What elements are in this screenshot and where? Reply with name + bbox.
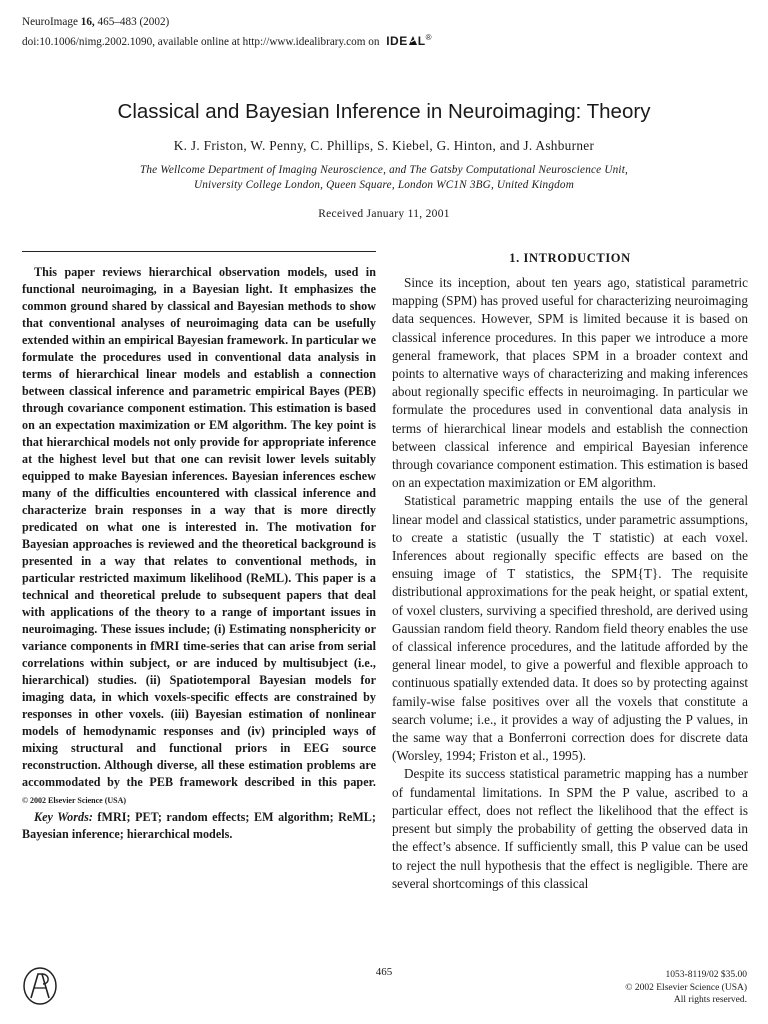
- received-date: Received January 11, 2001: [318, 208, 450, 220]
- journal-name: NeuroImage: [22, 16, 78, 28]
- paper-title: Classical and Bayesian Inference in Neuroimaging: Theory: [117, 100, 651, 123]
- abstract-body: This paper reviews hierarchical observation models, used in functional neuroimaging, in a Bayesian light. It emphasizes the common ground shared by classical and Bayesian methods to show that conventional analyses of neuroimaging data can be usefully extended within an empirical Bayesian framework. In particular we formulate the procedures used in conventional data analysis in terms of hierarchical linear models and establish a connection between classical inference and parametric empirical Bayes (PEB) through covariance component estimation. This estimation is based on an expectation maximization or EM algorithm. The key point is that hierarchical models not only provide for appropriate inference at the highest level but that one can revisit lower levels suitably equipped to make Bayesian inferences. Bayesian inferences eschew many of the difficulties encountered with classical inference and characterize brain responses in a way that is more directly predicated on what one is interested in. The motivation for Bayesian approaches is reviewed and the theoretical background is presented in a way that relates to conventional methods, in particular restricted maximum likelihood (ReML). This paper is a technical and theoretical prelude to subsequent papers that deal with applications of the theory to a range of important issues in neuroimaging. These issues include; (i) Estimating nonsphericity or variance components in fMRI time-series that can arise from serial correlations within subject, or are induced by multisubject (i.e., hierarchical) studies. (ii) Spatiotemporal Bayesian models for imaging data, in which voxels-specific effects are constrained by responses in other voxels. (iii) Bayesian estimation of nonlinear models of hemodynamic responses and (iv) principled ways of mixing structural and functional priors in EEG source reconstruction. Although diverse, all these estimation problems are accommodated by the PEB framework described in this paper. © 2002 Elsevier Science (USA): [22, 265, 376, 805]
- section-heading: 1. INTRODUCTION: [509, 251, 631, 265]
- doi-text: doi:10.1006/nimg.2002.1090, available online at http://www.idealibrary.com on: [22, 36, 380, 48]
- journal-volume: 16,: [80, 16, 95, 28]
- keywords: [22, 809, 376, 843]
- journal-header: [22, 14, 432, 50]
- footer-rights: All rights reserved.: [673, 995, 747, 1005]
- intro-paragraph-3: Despite its success statistical parametric mapping has a number of fundamental limitations. In SPM the P value, ascribed to a particular effect, does not reflect the likelihood that the effect is present but simply the probability of getting the observed data in the effect’s absence. If sufficiently small, this P value can be used to reject the null hypothesis that the effect is negligible. There are several shortcomings of this classical: [392, 766, 748, 891]
- abstract-divider: [22, 251, 376, 252]
- abstract-copyright: © 2002 Elsevier Science (USA): [22, 796, 127, 805]
- paper-affiliation: [0, 163, 768, 193]
- affiliation-line-1: The Wellcome Department of Imaging Neuroscience, and The Gatsby Computational Neuroscience Unit,: [139, 164, 629, 176]
- intro-paragraph-2: Statistical parametric mapping entails the use of the general linear model and classical statistics, under parametric assumptions, to create a statistic (usually the T statistic) at each voxel. Inferences about regionally specific effects are based on the ensuing image of T statistics, the SPM{T}. The requisite distributional approximations for the peak height, or spatial extent, of voxel clusters, surviving a specified threshold, are derived using Gaussian random field theory. Random field theory enables the use of classical inference procedures, and the latitude afforded by the general linear model, to give a powerful and flexible approach to continuous spatially extended data. It does so by protecting against family-wise false positives over all the voxels that constitute a search volume; i.e., it provides a way of adjusting the P values, in the same way that a Bonferroni correction does for discrete data (Worsley, 1994; Friston et al., 1995).: [392, 493, 748, 764]
- copyright-footer: [625, 969, 747, 1007]
- affiliation-line-2: University College London, Queen Square, London WC1N 3BG, United Kingdom: [193, 179, 575, 191]
- intro-paragraph-1: Since its inception, about ten years ago, statistical parametric mapping (SPM) has proved useful for characterizing neuroimaging data sequences. However, SPM is limited because it is based on classical inference procedures. In this paper we introduce a more general framework, that places SPM in a broader context and points to alternative ways of characterizing and making inferences about regionally specific effects in neuroimaging. In particular we formulate the procedures used in conventional data analysis in terms of hierarchical linear models and establish the connection between classical inference and empirical Bayesian inference through covariance component estimation. This estimation is based on an expectation maximization or EM algorithm.: [392, 275, 748, 491]
- abstract: [22, 264, 376, 843]
- issn-price: 1053-8119/02 $35.00: [665, 970, 747, 980]
- introduction-text: [392, 274, 748, 893]
- keywords-label: Key Words:: [34, 810, 93, 824]
- ideal-arrow-icon: [408, 35, 418, 46]
- journal-citation: [22, 14, 432, 30]
- footer-copyright: © 2002 Elsevier Science (USA): [625, 982, 747, 993]
- paper-authors: K. J. Friston, W. Penny, C. Phillips, S. Kiebel, G. Hinton, and J. Ashburner: [173, 138, 595, 153]
- ideal-logo: IDE L®: [386, 33, 432, 48]
- journal-pages-year: 465–483 (2002): [97, 16, 170, 28]
- doi-line: [22, 30, 432, 50]
- page-number: 465: [375, 966, 393, 978]
- keywords-list: fMRI; PET; random effects; EM algorithm; ReML; Bayesian inference; hierarchical models.: [22, 810, 376, 841]
